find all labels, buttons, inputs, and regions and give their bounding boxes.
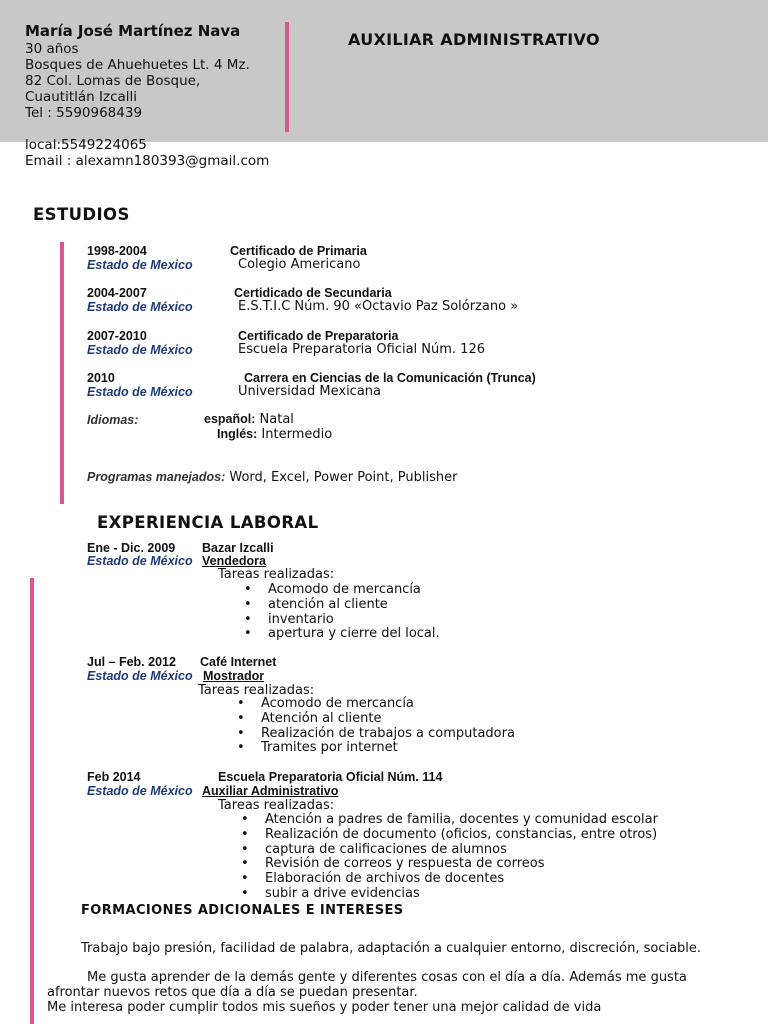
formaciones-heading: FORMACIONES ADICIONALES E INTERESES — [81, 903, 404, 918]
list-item: • Revisión de correos y respuesta de correos — [241, 857, 658, 872]
language-english — [217, 427, 332, 442]
language-level: Natal — [255, 412, 294, 427]
study-years: 2010 — [87, 371, 115, 385]
job-place: Estado de México — [87, 554, 193, 568]
study-degree: Carrera en Ciencias de la Comunicación (Trunca) — [244, 371, 536, 385]
job-dates: Ene - Dic. 2009 — [87, 541, 176, 555]
list-item: • captura de calificaciones de alumnos — [241, 843, 658, 858]
candidate-age: 30 años — [25, 41, 79, 57]
job-company: Café Internet — [200, 655, 277, 669]
job-company: Escuela Preparatoria Oficial Núm. 114 — [218, 770, 443, 784]
tasks-label: Tareas realizadas: — [218, 798, 335, 813]
list-item: • Acomodo de mercancía — [244, 583, 440, 598]
formaciones-paragraph-2-line-1: Me gusta aprender de la demás gente y diferentes cosas con el día a día. Además me gusta — [87, 970, 687, 985]
study-school: Colegio Americano — [238, 257, 361, 272]
task-list — [244, 583, 440, 642]
job-place: Estado de México — [87, 784, 193, 798]
study-school: Escuela Preparatoria Oficial Núm. 126 — [238, 342, 485, 357]
list-item: • Atención al cliente — [237, 712, 515, 727]
language-spanish — [204, 412, 294, 427]
study-years: 2007-2010 — [87, 329, 147, 343]
experiencia-accent-bar — [30, 578, 34, 1024]
list-item: • Tramites por internet — [237, 741, 515, 756]
phone: Tel : 5590968439 — [25, 105, 143, 121]
formaciones-paragraph-3: Me interesa poder cumplir todos mis sueños y poder tener una mejor calidad de vida — [47, 1000, 602, 1015]
task-list — [241, 813, 658, 902]
list-item: • Realización de documento (oficios, constancias, entre otros) — [241, 828, 658, 843]
language-level: Intermedio — [257, 427, 333, 442]
study-years: 2004-2007 — [87, 286, 147, 300]
tasks-label: Tareas realizadas: — [218, 567, 335, 582]
experiencia-heading: EXPERIENCIA LABORAL — [97, 513, 319, 532]
language-name: Inglés: — [217, 427, 258, 441]
job-dates: Jul – Feb. 2012 — [87, 655, 176, 669]
address-line-2: 82 Col. Lomas de Bosque, — [25, 73, 201, 89]
job-role: Vendedora — [202, 554, 266, 568]
study-school: Universidad Mexicana — [238, 384, 381, 399]
formaciones-paragraph-1: Trabajo bajo presión, facilidad de palabra, adaptación a cualquier entorno, discreción, sociable. — [81, 941, 702, 956]
idiomas-label: Idiomas: — [87, 413, 139, 427]
list-item: • apertura y cierre del local. — [244, 627, 440, 642]
study-degree: Certificado de Primaria — [230, 244, 367, 258]
programas-label: Programas manejados: — [87, 470, 226, 484]
estudios-heading: ESTUDIOS — [33, 205, 130, 224]
list-item: • subir a drive evidencias — [241, 887, 658, 902]
list-item: • Elaboración de archivos de docentes — [241, 872, 658, 887]
tasks-label: Tareas realizadas: — [198, 683, 315, 698]
programas-value: Word, Excel, Power Point, Publisher — [225, 470, 458, 485]
study-school: E.S.T.I.C Núm. 90 «Octavio Paz Solórzano » — [238, 299, 519, 314]
address-line-1: Bosques de Ahuehuetes Lt. 4 Mz. — [25, 57, 250, 73]
study-years: 1998-2004 — [87, 244, 147, 258]
list-item: • Atención a padres de familia, docentes y comunidad escolar — [241, 813, 658, 828]
local-phone: local:5549224065 — [25, 137, 147, 153]
list-item: • Realización de trabajos a computadora — [237, 727, 515, 742]
list-item: • inventario — [244, 613, 440, 628]
job-dates: Feb 2014 — [87, 770, 141, 784]
candidate-name: María José Martínez Nava — [25, 22, 241, 40]
study-degree: Certidicado de Secundaria — [234, 286, 392, 300]
formaciones-paragraph-2-line-2: afrontar nuevos retos que día a día se puedan presentar. — [47, 985, 418, 1000]
study-place: Estado de México — [87, 385, 193, 399]
job-role: Auxiliar Administrativo — [202, 784, 339, 798]
job-company: Bazar Izcalli — [202, 541, 274, 555]
language-name: español: — [204, 412, 256, 426]
study-place: Estado de Mexico — [87, 258, 193, 272]
job-title: AUXILIAR ADMINISTRATIVO — [348, 30, 600, 49]
programas-line — [87, 470, 457, 485]
job-place: Estado de México — [87, 669, 193, 683]
list-item: • atención al cliente — [244, 598, 440, 613]
study-degree: Certificado de Preparatoria — [238, 329, 399, 343]
estudios-accent-bar — [60, 242, 64, 504]
task-list — [237, 697, 515, 756]
address-line-3: Cuautitlán Izcalli — [25, 89, 138, 105]
job-role: Mostrador — [203, 669, 265, 683]
study-place: Estado de México — [87, 343, 193, 357]
study-place: Estado de México — [87, 300, 193, 314]
list-item: • Acomodo de mercancía — [237, 697, 515, 712]
email: Email : alexamn180393@gmail.com — [25, 153, 270, 169]
header-divider-bar — [285, 22, 289, 132]
